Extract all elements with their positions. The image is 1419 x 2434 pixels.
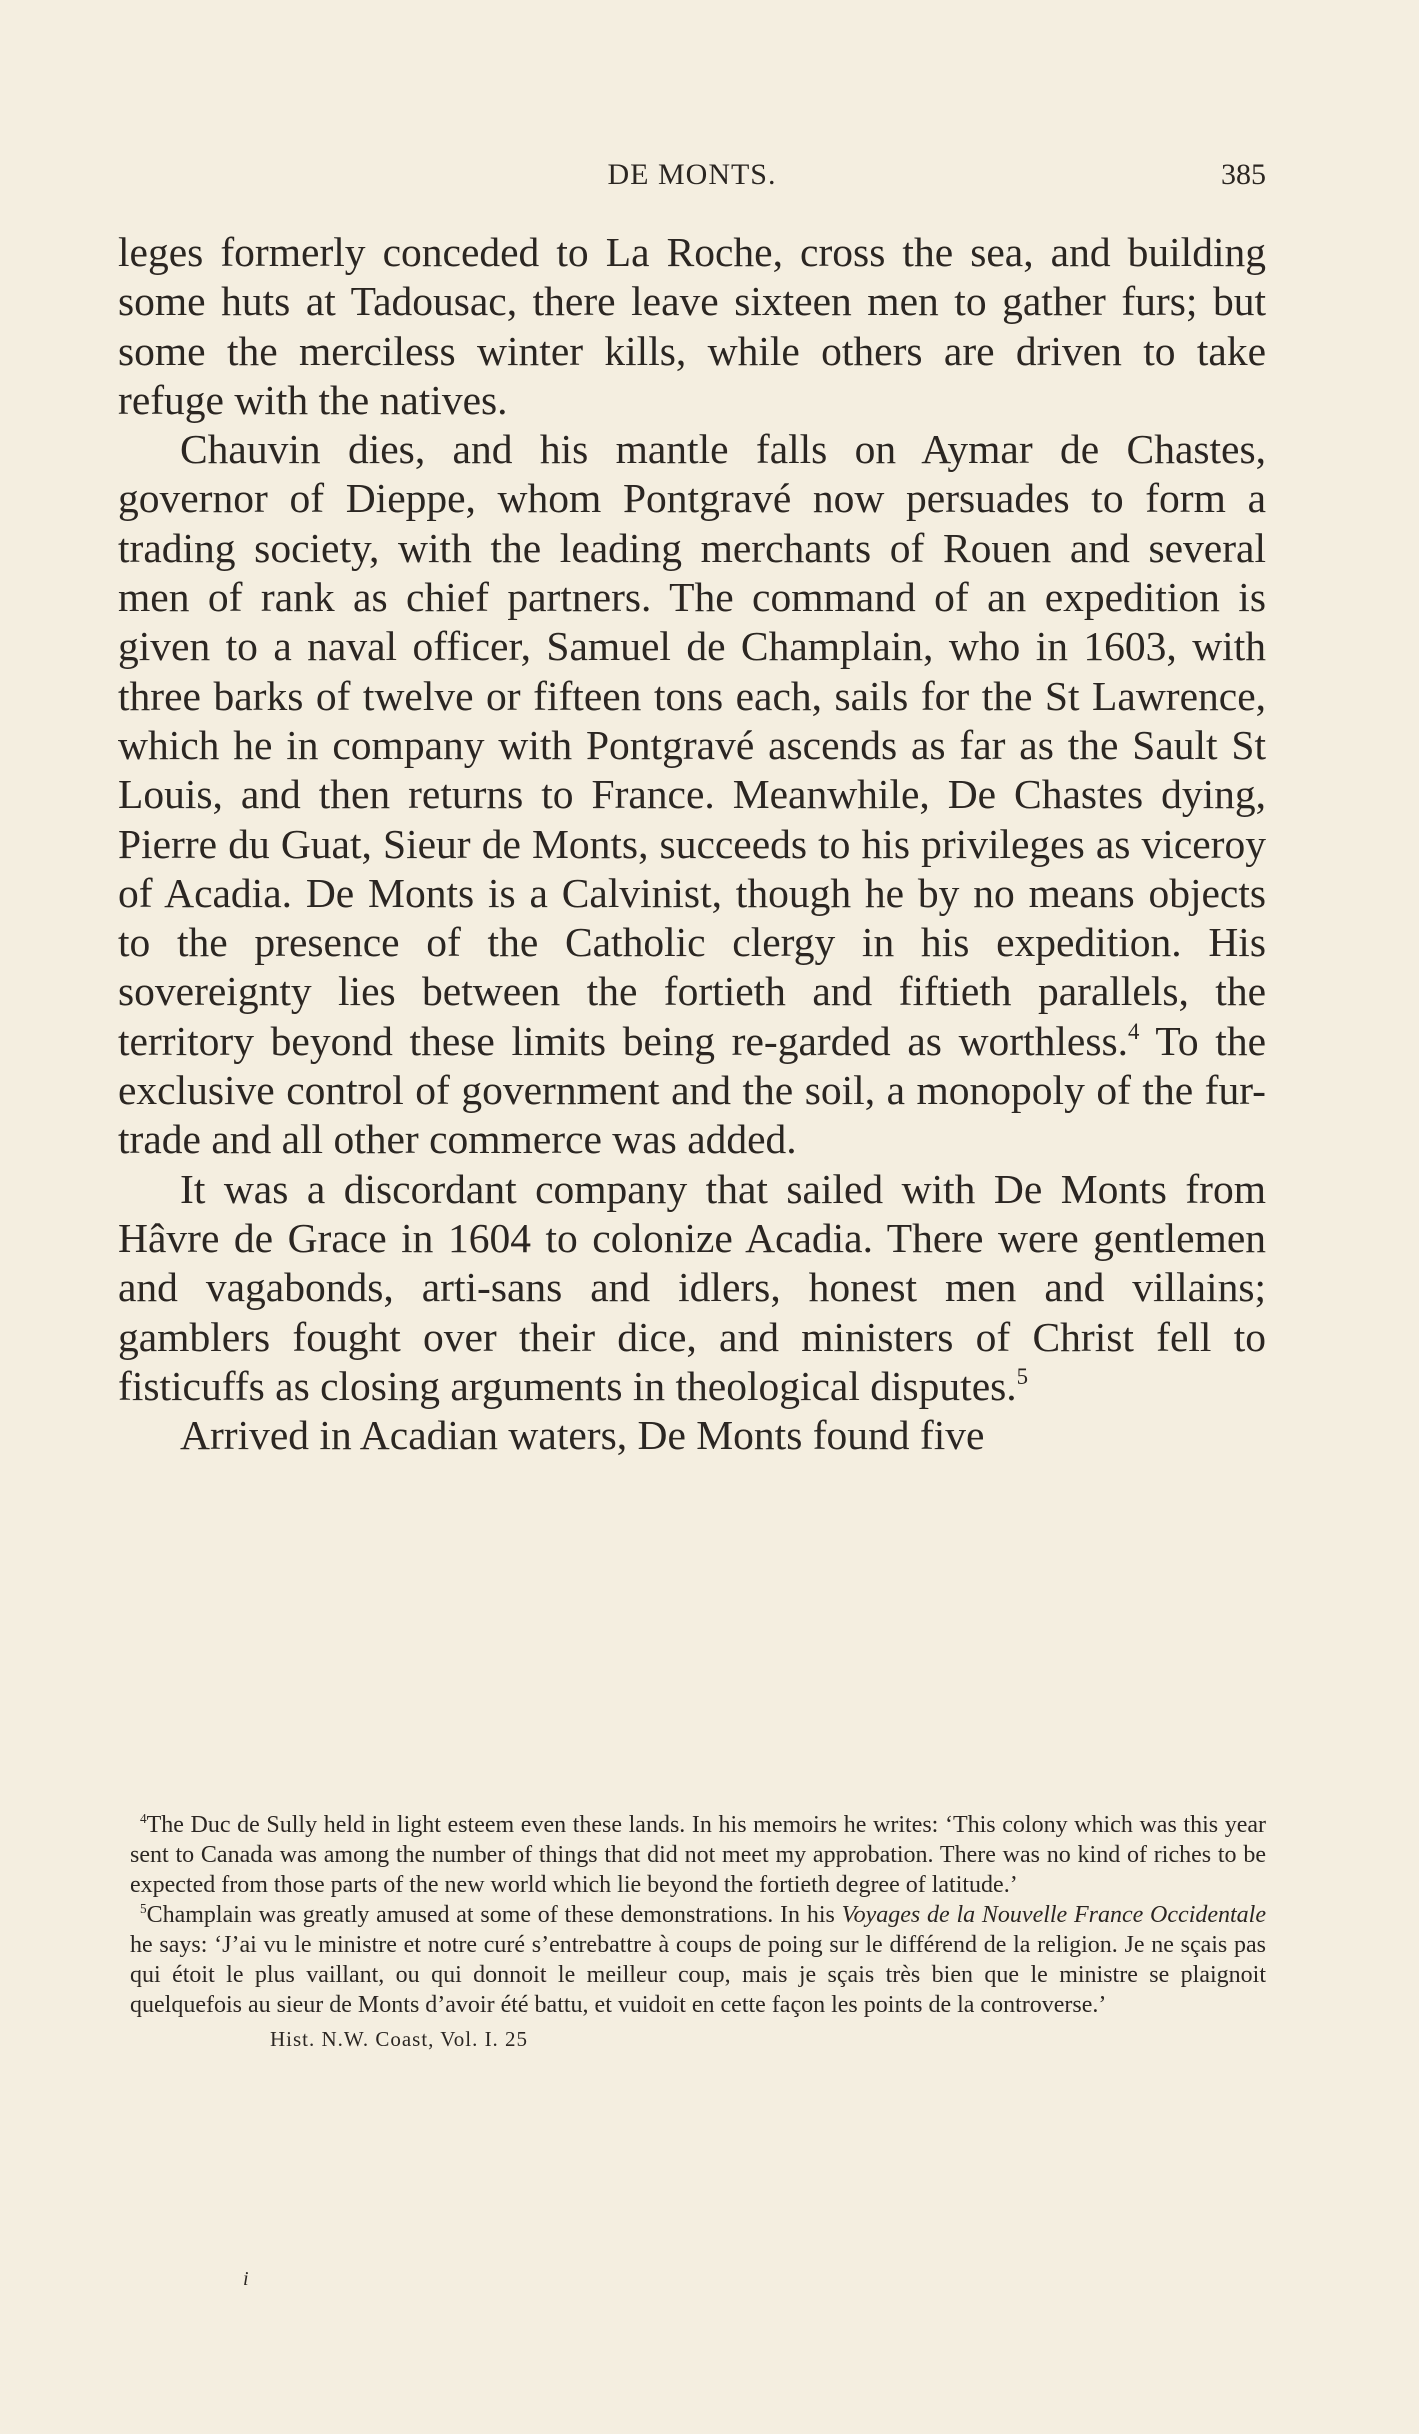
- footnote-4-mark: 4: [140, 1810, 147, 1826]
- running-header: [118, 158, 1266, 198]
- footnote-5-book-title: Voyages de la Nouvelle France Occidentale: [841, 1902, 1267, 1928]
- stray-mark: i: [243, 2268, 249, 2290]
- footnotes: [130, 1810, 1266, 2054]
- paragraph-3-text: It was a discordant company that sailed with De Monts from Hâvre de Grace in 1604 to colonize Acadia. There were gentlemen and vagabonds, arti-sans and idlers, honest men and villains; gamblers fought over their dice, and ministers of Christ fell to fisticuffs as closing arguments in theological disputes.: [118, 1165, 1266, 1409]
- paragraph-2: [118, 425, 1266, 1164]
- main-text: [118, 228, 1266, 1460]
- page-title: DE MONTS.: [607, 158, 777, 191]
- footnote-ref-5[interactable]: 5: [1016, 1363, 1029, 1389]
- footnote-4: [130, 1810, 1266, 1900]
- footnote-5-text-b: he says: ‘J’ai vu le ministre et notre curé s’entrebattre à coups de poing sur le différend de la religion. Je ne sçais pas qui étoit le plus vaillant, ou qui donnoit le meilleur coup, mais je sçais très bien que le ministre se plaignoit quelquefois au sieur de Monts d’avoir été battu, et vuidoit en cette façon les points de la controverse.’: [130, 1932, 1266, 2018]
- footnote-5-text-a: Champlain was greatly amused at some of these demonstrations. In his: [146, 1902, 842, 1928]
- paragraph-2-text: Chauvin dies, and his mantle falls on Aymar de Chastes, governor of Dieppe, whom Pontgravé now persuades to form a trading society, with the leading merchants of Rouen and several men of rank as chief partners. The command of an expedition is given to a naval officer, Samuel de Champlain, who in 1603, with three barks of twelve or fifteen tons each, sails for the St Lawrence, which he in company with Pontgravé ascends as far as the Sault St Louis, and then returns to France. Meanwhile, De Chastes dying, Pierre du Guat, Sieur de Monts, succeeds to his privileges as viceroy of Acadia. De Monts is a Calvinist, though he by no means objects to the presence of the Catholic clergy in his expedition. His sovereignty lies between the fortieth and fiftieth parallels, the territory beyond these limits being re-garded as worthless.: [118, 426, 1266, 1064]
- paragraph-4: Arrived in Acadian waters, De Monts found five: [180, 1412, 985, 1459]
- footnote-ref-4[interactable]: 4: [1128, 1018, 1140, 1044]
- signature-line: Hist. N.W. Coast, Vol. I. 25: [270, 2027, 529, 2051]
- paragraph-1: leges formerly conceded to La Roche, cross the sea, and building some huts at Tadousac, there leave sixteen men to gather furs; but some the merciless winter kills, while others are driven to take refuge with the natives.: [118, 229, 1266, 423]
- footnote-5-mark: 5: [140, 1900, 147, 1916]
- footnote-5: [130, 1900, 1266, 2020]
- paragraph-3: [118, 1165, 1266, 1411]
- page-number: 385: [1221, 158, 1266, 191]
- footnote-4-text: The Duc de Sully held in light esteem even these lands. In his memoirs he writes: ‘This colony which was this year sent to Canada was among the number of things that did not meet my approbation. There was no kind of riches to be expected from those parts of the new world which lie beyond the fortieth degree of latitude.’: [130, 1812, 1266, 1898]
- paragraph-2-tail: To the exclusive control of government and the soil, a monopoly of the fur-trade and all other commerce was added.: [118, 1017, 1266, 1163]
